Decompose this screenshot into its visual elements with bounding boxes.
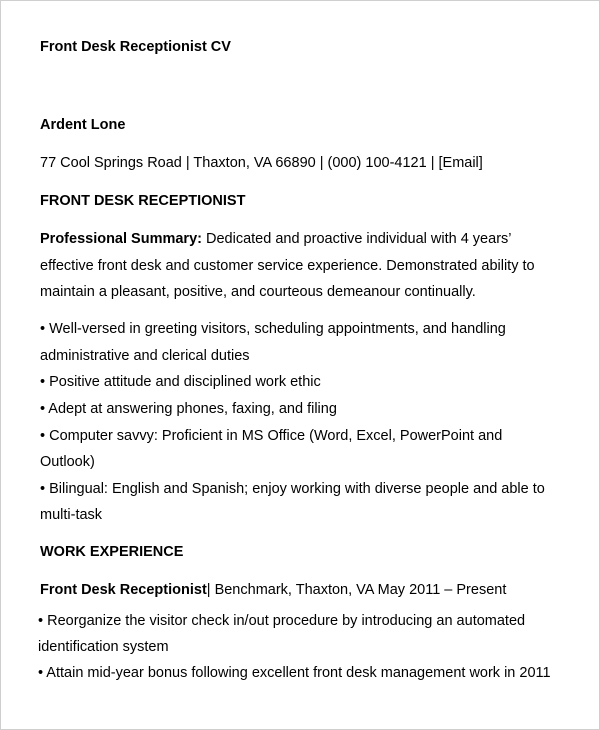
job-bullet: • Reorganize the visitor check in/out procedure by introducing an automated bbox=[38, 613, 526, 629]
skill-bullet-continuation: multi-task bbox=[40, 507, 103, 523]
summary-line: effective front desk and customer service experience. Demonstrated ability to bbox=[40, 258, 535, 274]
job-title: Front Desk Receptionist bbox=[40, 582, 207, 598]
job-bullet-continuation: identification system bbox=[38, 639, 169, 655]
skill-bullet: • Computer savvy: Proficient in MS Office (Word, Excel, PowerPoint and bbox=[40, 428, 503, 444]
skill-bullet-continuation: administrative and clerical duties bbox=[40, 348, 250, 364]
skill-bullet: • Positive attitude and disciplined work ethic bbox=[40, 374, 321, 390]
skill-bullet: • Adept at answering phones, faxing, and filing bbox=[40, 401, 337, 417]
contact-info: 77 Cool Springs Road | Thaxton, VA 66890 | (000) 100-4121 | [Email] bbox=[40, 155, 483, 171]
job-bullet: • Attain mid-year bonus following excellent front desk management work in 2011 bbox=[38, 665, 551, 681]
skill-bullet-continuation: Outlook) bbox=[40, 454, 95, 470]
job-details: | Benchmark, Thaxton, VA May 2011 – Present bbox=[206, 582, 507, 598]
cv-title: Front Desk Receptionist CV bbox=[40, 39, 231, 55]
summary-text: Dedicated and proactive individual with 4 years’ bbox=[201, 231, 512, 247]
work-experience-heading: WORK EXPERIENCE bbox=[40, 544, 184, 560]
job-entry bbox=[40, 581, 506, 599]
job-title-heading: FRONT DESK RECEPTIONIST bbox=[40, 193, 246, 209]
skill-bullet: • Well-versed in greeting visitors, scheduling appointments, and handling bbox=[40, 321, 506, 337]
candidate-name: Ardent Lone bbox=[40, 117, 126, 133]
summary-label: Professional Summary: bbox=[40, 231, 202, 247]
summary-line bbox=[40, 230, 512, 248]
skill-bullet: • Bilingual: English and Spanish; enjoy working with diverse people and able to bbox=[40, 481, 545, 497]
summary-line: maintain a pleasant, positive, and courteous demeanour continually. bbox=[40, 284, 476, 300]
